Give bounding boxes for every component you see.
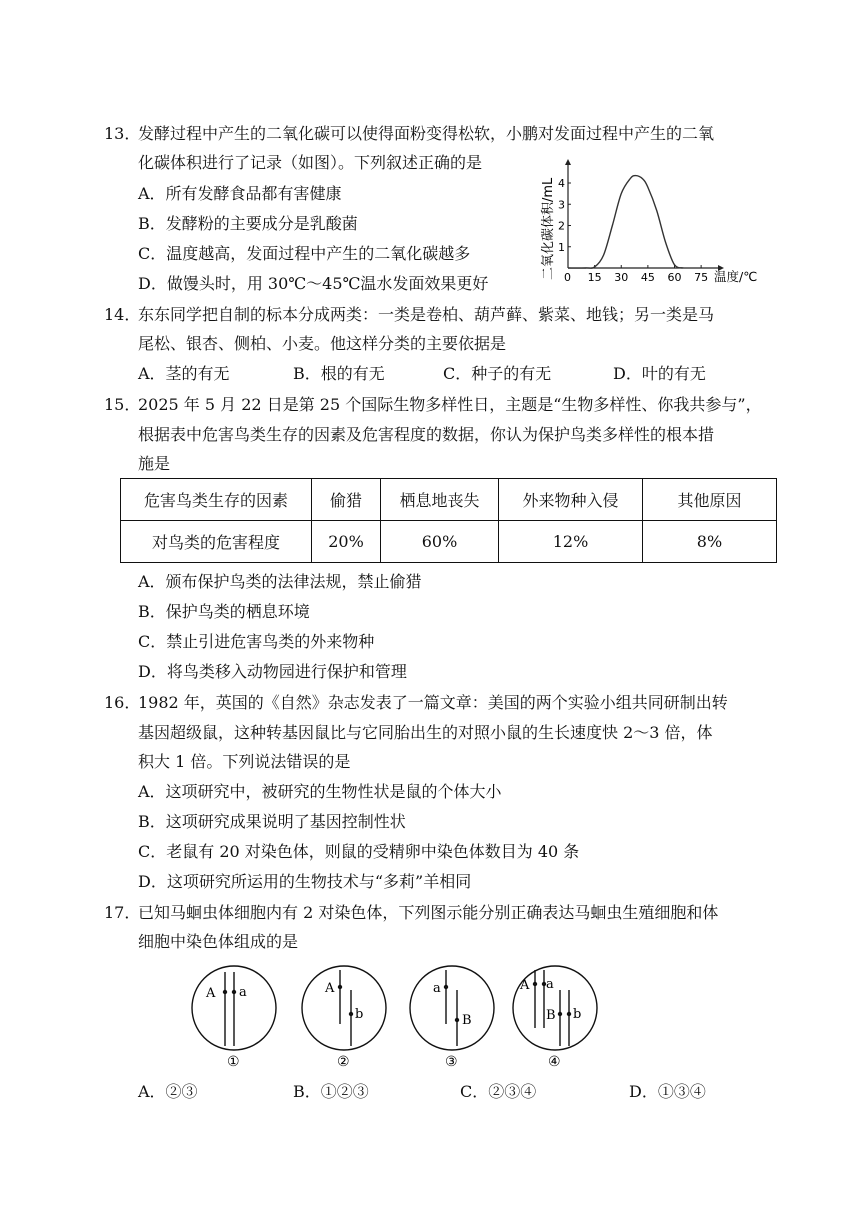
q16-option-b: B．这项研究成果说明了基因控制性状 bbox=[138, 812, 406, 831]
gene-label: A bbox=[206, 986, 216, 1001]
cell-caption: ② bbox=[337, 1054, 350, 1070]
table-header-degree: 对鸟类的危害程度 bbox=[121, 521, 312, 563]
q13-option-a: A．所有发酵食品都有害健康 bbox=[138, 184, 342, 203]
q16-number: 16． bbox=[104, 693, 141, 712]
gene-label: A bbox=[325, 981, 335, 996]
chromosome-figure bbox=[180, 962, 600, 1070]
q14-option-a: A．茎的有无 bbox=[138, 364, 230, 383]
y-tick-label: 1 bbox=[558, 240, 565, 254]
q16-option-c: C．老鼠有 20 对染色体，则鼠的受精卵中染色体数目为 40 条 bbox=[138, 842, 580, 861]
chart-axes bbox=[565, 159, 724, 271]
q17-stem-line-2: 细胞中染色体组成的是 bbox=[138, 932, 299, 951]
x-tick-label: 15 bbox=[587, 271, 602, 284]
q15-option-b: B．保护鸟类的栖息环境 bbox=[138, 602, 310, 621]
q17-number: 17． bbox=[104, 903, 141, 922]
q16-stem-line-3: 积大 1 倍。下列说法错误的是 bbox=[138, 752, 351, 771]
co2-volume-chart bbox=[530, 152, 780, 292]
cell-1 bbox=[192, 966, 276, 1070]
q17-options-row bbox=[0, 1082, 860, 1104]
gene-label: a bbox=[433, 981, 441, 996]
q16-stem-line-2: 基因超级鼠，这种转基因鼠比与它同胎出生的对照小鼠的生长速度快 2～3 倍，体 bbox=[138, 723, 713, 742]
q15-option-a: A．颁布保护鸟类的法律法规，禁止偷猎 bbox=[138, 572, 422, 591]
gene-label: B bbox=[462, 1013, 472, 1028]
cell-3 bbox=[410, 966, 494, 1070]
bird-threat-table bbox=[120, 478, 777, 563]
x-tick-label: 30 bbox=[614, 271, 629, 284]
cell-caption: ③ bbox=[445, 1054, 458, 1070]
cell-4 bbox=[513, 966, 597, 1070]
q14-stem-line-1: 东东同学把自制的标本分成两类：一类是卷柏、葫芦藓、紫菜、地钱；另一类是马 bbox=[138, 305, 715, 324]
q15-stem-line-2: 根据表中危害鸟类生存的因素及危害程度的数据，你认为保护鸟类多样性的根本措 bbox=[138, 425, 715, 444]
cell-caption: ① bbox=[227, 1054, 240, 1070]
q14-options-row bbox=[0, 364, 860, 386]
q13-stem-line-2: 化碳体积进行了记录（如图）。下列叙述正确的是 bbox=[138, 153, 483, 172]
table-header-factor: 危害鸟类生存的因素 bbox=[121, 479, 312, 521]
q14-number: 14． bbox=[104, 305, 141, 324]
q13-option-d: D．做馒头时，用 30℃～45℃温水发面效果更好 bbox=[138, 274, 489, 293]
q13-number: 13． bbox=[104, 124, 141, 143]
table-cell: 8% bbox=[643, 521, 777, 563]
q13-stem-line-1: 发酵过程中产生的二氧化碳可以使得面粉变得松软，小鹏对发面过程中产生的二氧 bbox=[138, 124, 715, 143]
q15-option-c: C．禁止引进危害鸟类的外来物种 bbox=[138, 632, 375, 651]
table-cell: 栖息地丧失 bbox=[381, 479, 499, 521]
cell-2 bbox=[302, 966, 386, 1070]
x-tick-label: 60 bbox=[667, 271, 682, 284]
q17-option-a: A．②③ bbox=[138, 1082, 198, 1101]
cell-caption: ④ bbox=[548, 1054, 561, 1070]
table-row bbox=[121, 521, 777, 563]
q15-number: 15． bbox=[104, 395, 141, 414]
q14-stem-line-2: 尾松、银杏、侧柏、小麦。他这样分类的主要依据是 bbox=[138, 334, 507, 353]
table-cell: 12% bbox=[499, 521, 643, 563]
chart-y-arrow bbox=[565, 159, 571, 165]
chart-series-line bbox=[568, 176, 683, 269]
gene-label: B bbox=[546, 1008, 556, 1023]
table-cell: 其他原因 bbox=[643, 479, 777, 521]
x-tick-label: 45 bbox=[640, 271, 655, 284]
q13-option-c: C．温度越高，发面过程中产生的二氧化碳越多 bbox=[138, 244, 471, 263]
table-cell: 偷猎 bbox=[312, 479, 381, 521]
y-tick-label: 3 bbox=[558, 198, 565, 212]
q17-stem-line-1: 已知马蛔虫体细胞内有 2 对染色体，下列图示能分别正确表达马蛔虫生殖细胞和体 bbox=[138, 903, 719, 922]
table-row bbox=[121, 479, 777, 521]
chart-ylabel: 二氧化碳体积/mL bbox=[541, 177, 556, 280]
q14-option-c: C．种子的有无 bbox=[443, 364, 552, 383]
q15-option-d: D．将鸟类移入动物园进行保护和管理 bbox=[138, 662, 407, 681]
y-tick-label: 2 bbox=[558, 219, 565, 233]
q14-option-b: B．根的有无 bbox=[293, 364, 385, 383]
chart-y-ticks bbox=[558, 177, 571, 254]
q14-option-d: D．叶的有无 bbox=[613, 364, 706, 383]
x-tick-label: 0 bbox=[564, 271, 571, 284]
q13-option-b: B．发酵粉的主要成分是乳酸菌 bbox=[138, 214, 358, 233]
q16-stem-line-1: 1982 年，英国的《自然》杂志发表了一篇文章：美国的两个实验小组共同研制出转 bbox=[138, 693, 728, 712]
gene-label: A bbox=[520, 978, 530, 993]
q15-stem-line-1: 2025 年 5 月 22 日是第 25 个国际生物多样性日，主题是“生物多样性、你我共参与”， bbox=[138, 395, 762, 414]
table-cell: 60% bbox=[381, 521, 499, 563]
table-cell: 外来物种入侵 bbox=[499, 479, 643, 521]
q15-stem-line-3: 施是 bbox=[138, 454, 171, 473]
gene-label: b bbox=[573, 1007, 582, 1022]
x-tick-label: 75 bbox=[694, 271, 709, 284]
gene-label: a bbox=[546, 977, 554, 992]
q17-option-c: C．②③④ bbox=[460, 1082, 537, 1101]
q17-option-b: B．①②③ bbox=[293, 1082, 369, 1101]
gene-label: a bbox=[239, 985, 247, 1000]
q16-option-a: A．这项研究中，被研究的生物性状是鼠的个体大小 bbox=[138, 782, 502, 801]
table-cell: 20% bbox=[312, 521, 381, 563]
chart-xlabel: 温度/℃ bbox=[714, 269, 758, 284]
q17-option-d: D．①③④ bbox=[629, 1082, 706, 1101]
q16-option-d: D．这项研究所运用的生物技术与“多莉”羊相同 bbox=[138, 872, 472, 891]
gene-label: b bbox=[355, 1007, 364, 1022]
y-tick-label: 4 bbox=[558, 177, 565, 190]
